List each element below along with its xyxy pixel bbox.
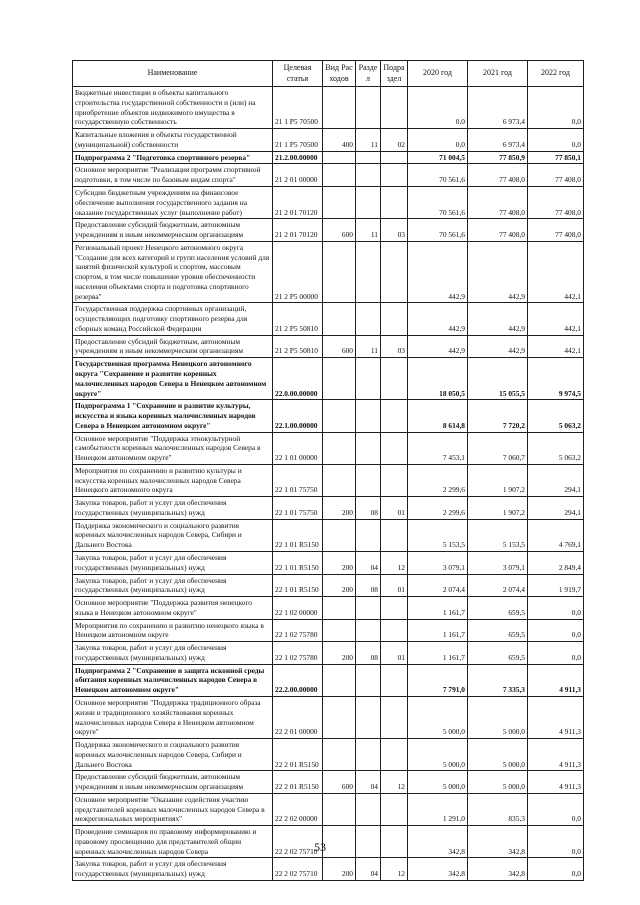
cell-y2022: 77 408,0 [528, 164, 584, 187]
table-row [73, 597, 584, 620]
cell-vid [323, 303, 356, 335]
cell-y2021: 1 907,2 [468, 464, 528, 496]
table-body [73, 87, 584, 881]
cell-name: Подпрограмма 1 "Сохранение и развитие культуры, искусства и языка коренных малочисленных народов Севера в Ненецком автономном округе" [73, 400, 273, 432]
cell-razdel: 11 [356, 219, 381, 242]
cell-vid: 600 [323, 219, 356, 242]
cell-vid [323, 619, 356, 642]
cell-y2020: 5 000,0 [408, 739, 468, 771]
col-header-y2021: 2021 год [468, 61, 528, 87]
cell-vid [323, 241, 356, 303]
cell-vid: 600 [323, 771, 356, 794]
cell-razdel: 04 [356, 858, 381, 881]
col-header-y2022: 2022 год [528, 61, 584, 87]
cell-code: 21 2 P5 00000 [273, 241, 323, 303]
cell-name: Мероприятия по сохранению и развитию культуры и искусства коренных малочисленных народов Севера Ненецкого автономного округа [73, 464, 273, 496]
cell-code: 22 1 01 75750 [273, 497, 323, 520]
cell-y2020: 2 074,4 [408, 574, 468, 597]
table-row [73, 151, 584, 164]
cell-podrazdel [381, 464, 408, 496]
cell-code: 21 2 01 70120 [273, 219, 323, 242]
cell-vid: 400 [323, 129, 356, 152]
cell-y2022: 0,0 [528, 87, 584, 129]
cell-podrazdel [381, 303, 408, 335]
cell-y2021: 2 074,4 [468, 574, 528, 597]
cell-vid [323, 151, 356, 164]
cell-razdel: 08 [356, 497, 381, 520]
cell-vid: 200 [323, 574, 356, 597]
table-row [73, 696, 584, 738]
cell-y2022: 0,0 [528, 826, 584, 858]
cell-vid [323, 400, 356, 432]
cell-podrazdel: 03 [381, 335, 408, 358]
cell-razdel: 11 [356, 129, 381, 152]
cell-vid [323, 597, 356, 620]
cell-y2022: 0,0 [528, 597, 584, 620]
cell-y2022: 0,0 [528, 642, 584, 665]
cell-podrazdel: 03 [381, 219, 408, 242]
table-row [73, 303, 584, 335]
cell-y2021: 442,9 [468, 335, 528, 358]
cell-razdel [356, 597, 381, 620]
cell-y2020: 7 791,0 [408, 664, 468, 696]
cell-code: 22 1 01 75750 [273, 464, 323, 496]
cell-y2020: 342,8 [408, 826, 468, 858]
cell-razdel [356, 358, 381, 400]
col-header-y2020: 2020 год [408, 61, 468, 87]
header-row [73, 61, 584, 87]
cell-podrazdel: 12 [381, 771, 408, 794]
cell-razdel [356, 696, 381, 738]
cell-code: 22 2 02 00000 [273, 793, 323, 825]
cell-name: Предоставление субсидий бюджетным, автономным учреждениям и иным некоммерческим организациям [73, 335, 273, 358]
cell-razdel [356, 186, 381, 218]
cell-y2020: 8 614,8 [408, 400, 468, 432]
cell-y2020: 5 153,5 [408, 519, 468, 551]
cell-razdel [356, 793, 381, 825]
cell-name: Основное мероприятие "Оказание содействия участию представителей коренных малочисленных народов Севера в межрегиональных мероприятиях" [73, 793, 273, 825]
cell-podrazdel [381, 696, 408, 738]
table-row [73, 793, 584, 825]
cell-razdel: 08 [356, 574, 381, 597]
cell-y2020: 2 299,6 [408, 464, 468, 496]
cell-name: Поддержка экономического и социального развития коренных малочисленных народов Севера, Сибири и Дальнего Востока [73, 519, 273, 551]
cell-y2020: 1 161,7 [408, 597, 468, 620]
cell-y2022: 77 850,1 [528, 151, 584, 164]
cell-name: Предоставление субсидий бюджетным, автономным учреждениям и иным некоммерческим организациям [73, 771, 273, 794]
cell-razdel [356, 464, 381, 496]
cell-y2021: 835,3 [468, 793, 528, 825]
cell-y2021: 5 000,0 [468, 696, 528, 738]
table-row [73, 552, 584, 575]
cell-y2022: 4 911,3 [528, 739, 584, 771]
cell-y2021: 7 720,2 [468, 400, 528, 432]
cell-code: 22 1 02 00000 [273, 597, 323, 620]
cell-vid [323, 696, 356, 738]
cell-y2022: 5 063,2 [528, 432, 584, 464]
cell-y2021: 6 973,4 [468, 87, 528, 129]
cell-code: 21.2.00.00000 [273, 151, 323, 164]
cell-code: 22 2 02 75710 [273, 826, 323, 858]
table-row [73, 771, 584, 794]
cell-y2021: 77 408,0 [468, 164, 528, 187]
cell-name: Государственная поддержка спортивных организаций, осуществляющих подготовку спортивного резерва для сборных команд Российской Федерации [73, 303, 273, 335]
cell-name: Бюджетные инвестиции в объекты капитального строительства государственной собственности и (или) на приобретение объектов недвижимого имущества в государственную собственность [73, 87, 273, 129]
cell-name: Субсидии бюджетным учреждениям на финансовое обеспечение выполнения государственного задания на оказание государственных услуг (выполнение работ) [73, 186, 273, 218]
cell-vid: 200 [323, 552, 356, 575]
cell-name: Закупка товаров, работ и услуг для обеспечения государственных (муниципальных) нужд [73, 497, 273, 520]
cell-vid: 200 [323, 858, 356, 881]
cell-code: 22 2 01 R5150 [273, 739, 323, 771]
cell-razdel: 04 [356, 771, 381, 794]
cell-code: 22 2 01 00000 [273, 696, 323, 738]
table-row [73, 219, 584, 242]
cell-name: Основное мероприятие "Поддержка традиционного образа жизни и традиционного хозяйствования коренных малочисленных народов Севера в Ненецком автономном округе" [73, 696, 273, 738]
table-row [73, 574, 584, 597]
cell-name: Проведение семинаров по правовому информированию и правовому просвещению для представителей общин коренных малочисленных народов Севера [73, 826, 273, 858]
cell-y2020: 0,0 [408, 129, 468, 152]
cell-y2022: 442,1 [528, 335, 584, 358]
cell-y2021: 1 907,2 [468, 497, 528, 520]
table-header [73, 61, 584, 87]
cell-y2021: 442,9 [468, 303, 528, 335]
cell-podrazdel: 02 [381, 129, 408, 152]
cell-code: 21 2 P5 50810 [273, 303, 323, 335]
cell-razdel [356, 400, 381, 432]
cell-code: 21 1 P5 70500 [273, 129, 323, 152]
cell-y2022: 0,0 [528, 619, 584, 642]
cell-podrazdel [381, 664, 408, 696]
cell-razdel [356, 432, 381, 464]
cell-podrazdel [381, 358, 408, 400]
cell-y2022: 77 408,0 [528, 186, 584, 218]
cell-podrazdel [381, 241, 408, 303]
cell-y2020: 5 000,0 [408, 771, 468, 794]
cell-razdel [356, 87, 381, 129]
cell-name: Закупка товаров, работ и услуг для обеспечения государственных (муниципальных) нужд [73, 574, 273, 597]
table-row [73, 464, 584, 496]
cell-y2021: 5 000,0 [468, 771, 528, 794]
cell-y2022: 294,1 [528, 497, 584, 520]
cell-podrazdel [381, 519, 408, 551]
cell-code: 21 2 01 00000 [273, 164, 323, 187]
cell-podrazdel: 01 [381, 642, 408, 665]
cell-code: 22 1 02 75780 [273, 619, 323, 642]
cell-razdel [356, 241, 381, 303]
cell-name: Капитальные вложения в объекты государственной (муниципальной) собственности [73, 129, 273, 152]
cell-podrazdel [381, 432, 408, 464]
cell-razdel [356, 619, 381, 642]
col-header-razdel: Раздел [356, 61, 381, 87]
cell-podrazdel [381, 87, 408, 129]
cell-razdel [356, 519, 381, 551]
cell-y2020: 5 000,0 [408, 696, 468, 738]
cell-y2020: 3 079,1 [408, 552, 468, 575]
cell-y2021: 659,5 [468, 642, 528, 665]
cell-y2021: 7 060,7 [468, 432, 528, 464]
cell-code: 22 2 02 75710 [273, 858, 323, 881]
cell-y2022: 1 919,7 [528, 574, 584, 597]
cell-vid [323, 664, 356, 696]
cell-name: Основное мероприятие "Реализация программ спортивной подготовки, в том числе по базовым видам спорта" [73, 164, 273, 187]
cell-y2021: 659,5 [468, 597, 528, 620]
table-row [73, 739, 584, 771]
cell-code: 22 1 01 R5150 [273, 519, 323, 551]
cell-y2021: 3 079,1 [468, 552, 528, 575]
budget-table [72, 60, 584, 881]
table-row [73, 858, 584, 881]
cell-razdel [356, 664, 381, 696]
cell-name: Региональный проект Ненецкого автономного округа "Создание для всех категорий и групп населения условий для занятий физической культурой и спортом, массовым спортом, в том числе повышение уровня обеспеченности населения объектами спорта и подготовка спортивного резерва" [73, 241, 273, 303]
cell-vid [323, 432, 356, 464]
cell-y2020: 1 161,7 [408, 642, 468, 665]
cell-podrazdel [381, 164, 408, 187]
cell-y2020: 70 561,6 [408, 186, 468, 218]
cell-y2020: 442,9 [408, 241, 468, 303]
cell-y2022: 4 911,3 [528, 771, 584, 794]
cell-y2020: 7 453,1 [408, 432, 468, 464]
table-row [73, 335, 584, 358]
cell-code: 22 1 01 R5150 [273, 552, 323, 575]
cell-vid [323, 464, 356, 496]
cell-y2020: 70 561,6 [408, 219, 468, 242]
cell-name: Предоставление субсидий бюджетным, автономным учреждениям и иным некоммерческим организациям [73, 219, 273, 242]
cell-vid [323, 793, 356, 825]
cell-razdel [356, 739, 381, 771]
cell-code: 22.2.00.00000 [273, 664, 323, 696]
table-row [73, 432, 584, 464]
cell-y2022: 4 769,1 [528, 519, 584, 551]
cell-name: Государственная программа Ненецкого автономного округа "Сохранение и развитие коренных малочисленных народов Севера в Ненецком автономном округе" [73, 358, 273, 400]
table-row [73, 664, 584, 696]
cell-y2021: 15 055,5 [468, 358, 528, 400]
table-row [73, 241, 584, 303]
cell-podrazdel [381, 739, 408, 771]
cell-code: 22 1 02 75780 [273, 642, 323, 665]
cell-vid [323, 739, 356, 771]
table-row [73, 400, 584, 432]
cell-code: 22 2 01 R5150 [273, 771, 323, 794]
cell-y2020: 342,8 [408, 858, 468, 881]
cell-y2021: 7 335,3 [468, 664, 528, 696]
cell-podrazdel [381, 186, 408, 218]
cell-vid [323, 358, 356, 400]
col-header-name: Наименование [73, 61, 273, 87]
cell-y2022: 442,1 [528, 241, 584, 303]
table-row [73, 642, 584, 665]
cell-name: Основное мероприятие "Поддержка этнокультурной самобытности коренных малочисленных народов Севера в Ненецком автономном округе" [73, 432, 273, 464]
cell-podrazdel [381, 597, 408, 620]
cell-y2022: 9 974,5 [528, 358, 584, 400]
cell-code: 21 2 01 70120 [273, 186, 323, 218]
cell-razdel [356, 303, 381, 335]
cell-y2021: 5 000,0 [468, 739, 528, 771]
cell-vid: 600 [323, 335, 356, 358]
cell-y2022: 0,0 [528, 793, 584, 825]
cell-y2022: 4 911,3 [528, 664, 584, 696]
cell-y2020: 442,9 [408, 303, 468, 335]
table-row [73, 164, 584, 187]
cell-vid [323, 87, 356, 129]
cell-code: 22.0.00.00000 [273, 358, 323, 400]
cell-y2022: 294,1 [528, 464, 584, 496]
cell-podrazdel [381, 400, 408, 432]
cell-y2021: 5 153,5 [468, 519, 528, 551]
cell-y2022: 5 063,2 [528, 400, 584, 432]
cell-y2021: 659,5 [468, 619, 528, 642]
col-header-code: Целевая статья [273, 61, 323, 87]
cell-vid [323, 186, 356, 218]
cell-y2021: 77 408,0 [468, 219, 528, 242]
cell-y2021: 77 850,9 [468, 151, 528, 164]
cell-y2020: 70 561,6 [408, 164, 468, 187]
cell-y2022: 0,0 [528, 129, 584, 152]
cell-podrazdel [381, 151, 408, 164]
table-row [73, 358, 584, 400]
cell-name: Подпрограмма 2 "Сохранение и защита исконной среды обитания коренных малочисленных народов Севера в Ненецком автономном округе" [73, 664, 273, 696]
cell-podrazdel: 01 [381, 497, 408, 520]
table-row [73, 87, 584, 129]
cell-y2022: 77 408,0 [528, 219, 584, 242]
col-header-vid: Вид Расходов [323, 61, 356, 87]
cell-y2021: 442,9 [468, 241, 528, 303]
cell-y2020: 0,0 [408, 87, 468, 129]
cell-y2021: 77 408,0 [468, 186, 528, 218]
cell-name: Мероприятия по сохранению и развитию ненецкого языка в Ненецком автономном округе [73, 619, 273, 642]
cell-name: Закупка товаров, работ и услуг для обеспечения государственных (муниципальных) нужд [73, 642, 273, 665]
cell-vid: 200 [323, 642, 356, 665]
cell-code: 21 1 P5 70500 [273, 87, 323, 129]
cell-razdel: 11 [356, 335, 381, 358]
cell-name: Поддержка экономического и социального развития коренных малочисленных народов Севера, Сибири и Дальнего Востока [73, 739, 273, 771]
cell-y2022: 442,1 [528, 303, 584, 335]
table-row [73, 129, 584, 152]
cell-vid: 200 [323, 497, 356, 520]
cell-code: 22 1 01 R5150 [273, 574, 323, 597]
cell-y2021: 6 973,4 [468, 129, 528, 152]
cell-vid [323, 164, 356, 187]
cell-name: Основное мероприятие "Поддержка развития ненецкого языка в Ненецком автономном округе" [73, 597, 273, 620]
cell-y2021: 342,8 [468, 858, 528, 881]
cell-y2022: 0,0 [528, 858, 584, 881]
col-header-podrazdel: Подраздел [381, 61, 408, 87]
cell-y2022: 4 911,3 [528, 696, 584, 738]
cell-name: Закупка товаров, работ и услуг для обеспечения государственных (муниципальных) нужд [73, 858, 273, 881]
page-number: 53 [314, 840, 326, 854]
cell-razdel [356, 151, 381, 164]
cell-y2020: 1 291,0 [408, 793, 468, 825]
cell-name: Подпрограмма 2 "Подготовка спортивного резерва" [73, 151, 273, 164]
cell-y2020: 442,9 [408, 335, 468, 358]
cell-name: Закупка товаров, работ и услуг для обеспечения государственных (муниципальных) нужд [73, 552, 273, 575]
cell-y2020: 1 161,7 [408, 619, 468, 642]
table-row [73, 497, 584, 520]
table-row [73, 519, 584, 551]
cell-y2021: 342,8 [468, 826, 528, 858]
cell-podrazdel: 12 [381, 858, 408, 881]
cell-y2020: 2 299,6 [408, 497, 468, 520]
table-row [73, 619, 584, 642]
cell-podrazdel: 12 [381, 552, 408, 575]
cell-podrazdel: 01 [381, 574, 408, 597]
cell-code: 22.1.00.00000 [273, 400, 323, 432]
cell-podrazdel [381, 793, 408, 825]
table-row [73, 186, 584, 218]
cell-y2020: 18 050,5 [408, 358, 468, 400]
cell-y2022: 2 849,4 [528, 552, 584, 575]
cell-podrazdel [381, 619, 408, 642]
cell-code: 21 2 P5 50810 [273, 335, 323, 358]
cell-code: 22 1 01 00000 [273, 432, 323, 464]
cell-razdel: 04 [356, 552, 381, 575]
cell-y2020: 71 004,5 [408, 151, 468, 164]
cell-razdel: 08 [356, 642, 381, 665]
cell-vid [323, 519, 356, 551]
cell-razdel [356, 164, 381, 187]
